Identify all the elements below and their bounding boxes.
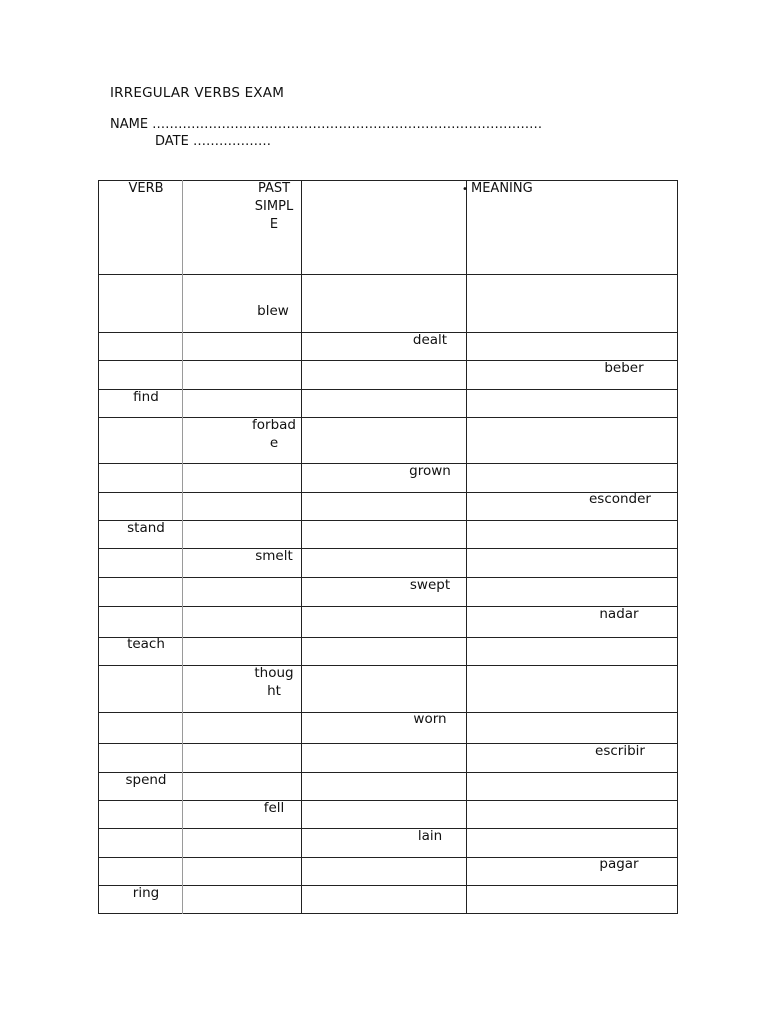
verb-cell: spend (125, 772, 167, 788)
bullet-icon: • (462, 184, 468, 195)
table-row-divider (98, 274, 678, 275)
table-row-divider (98, 463, 678, 464)
past-simple-cell-line: forbad (252, 417, 296, 433)
past-simple-cell-line: ht (267, 683, 281, 699)
table-row-divider (98, 577, 678, 578)
table-row-divider (98, 712, 678, 713)
past-participle-cell: lain (417, 828, 443, 844)
name-field-line: NAME ……………………………………………………………………………… (110, 117, 543, 132)
verb-cell: teach (127, 636, 165, 652)
meaning-cell: beber (604, 360, 644, 376)
verb-cell: ring (132, 885, 160, 901)
table-row-divider (98, 417, 678, 418)
past-participle-cell: dealt (412, 332, 448, 348)
meaning-cell: esconder (588, 491, 651, 507)
past-simple-cell: fell (263, 800, 285, 816)
column-header-verb: VERB (128, 181, 164, 196)
past-simple-cell: blew (257, 303, 289, 319)
meaning-cell: escribir (595, 743, 645, 759)
table-row-divider (98, 520, 678, 521)
column-header-past-simple-line: E (269, 217, 279, 232)
column-divider (182, 180, 183, 914)
column-header-past-simple (248, 180, 300, 234)
column-divider (466, 180, 467, 914)
table-row-divider (98, 828, 678, 829)
column-header-past-simple-line: PAST (257, 181, 291, 196)
past-simple-cell: smelt (255, 548, 293, 564)
table-row-divider (98, 360, 678, 361)
date-field-line: DATE ……………… (155, 134, 271, 149)
table-border-top (98, 180, 678, 181)
table-row-divider (98, 389, 678, 390)
verb-cell: find (133, 389, 159, 405)
table-row-divider (98, 637, 678, 638)
table-border-left (98, 180, 99, 914)
column-header-meaning: MEANING (471, 181, 533, 196)
table-row-divider (98, 332, 678, 333)
meaning-cell: pagar (599, 856, 639, 872)
table-border-right (677, 180, 678, 914)
verbs-table (98, 180, 678, 914)
table-border-bottom (98, 913, 678, 914)
table-row-divider (98, 885, 678, 886)
table-row-divider (98, 665, 678, 666)
past-simple-cell-line: e (269, 435, 279, 451)
past-participle-cell: swept (409, 577, 451, 593)
table-row-divider (98, 772, 678, 773)
meaning-cell: nadar (599, 606, 639, 622)
verb-cell: stand (127, 520, 165, 536)
past-simple-cell (246, 664, 302, 700)
column-header-past-simple-line: SIMPL (254, 199, 294, 214)
past-simple-cell (246, 416, 302, 452)
past-participle-cell: worn (413, 711, 447, 727)
past-participle-cell: grown (409, 463, 451, 479)
past-simple-cell-line: thoug (254, 665, 294, 681)
exam-title: IRREGULAR VERBS EXAM (110, 85, 285, 101)
table-row-divider (98, 548, 678, 549)
table-row-divider (98, 800, 678, 801)
